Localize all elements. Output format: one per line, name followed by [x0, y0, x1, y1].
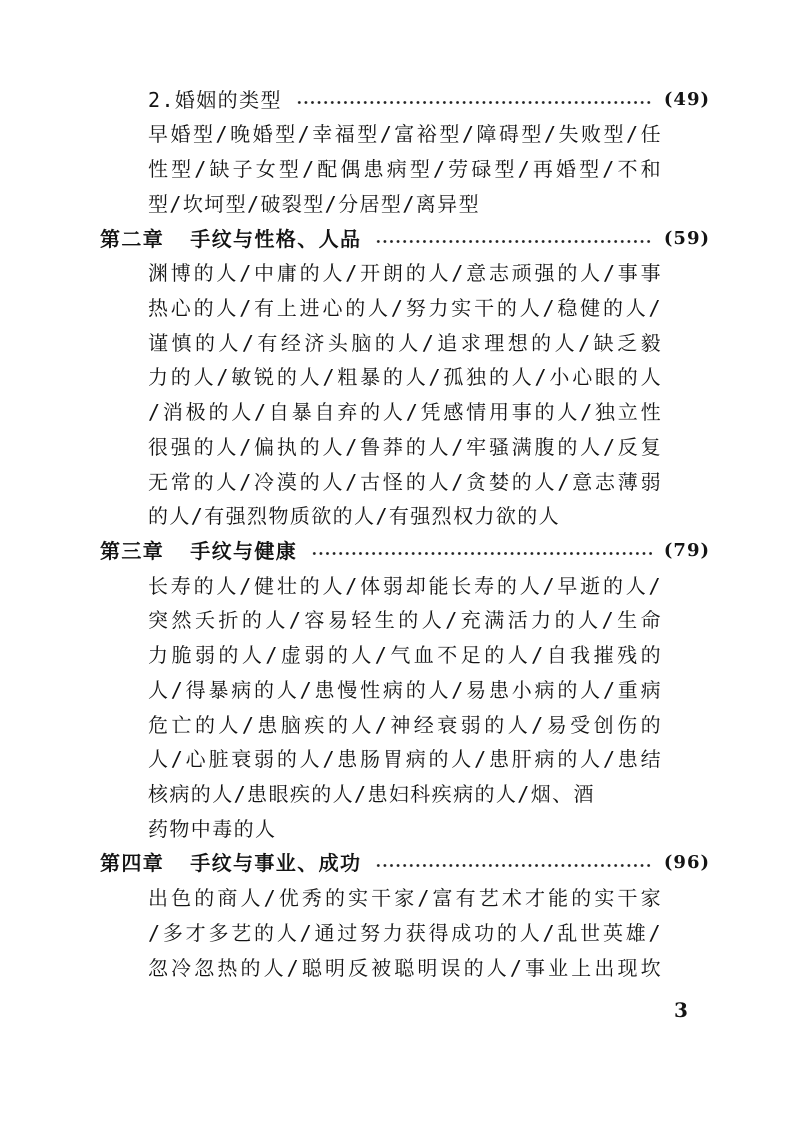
toc-entry-line: 药物中毒的人 — [148, 816, 277, 841]
toc-entry-line: 热心的人/有上进心的人/努力实干的人/稳健的人/ — [148, 295, 662, 320]
chapter-heading-3 — [100, 534, 710, 569]
toc-entry-line: /多才多艺的人/通过努力获得成功的人/乱世英雄/ — [148, 920, 662, 945]
toc-entry-line: 出色的商人/优秀的实干家/富有艺术才能的实干家 — [148, 886, 662, 911]
table-of-contents — [0, 83, 795, 986]
section-title: 2.婚姻的类型 — [148, 87, 282, 112]
toc-entry-line: 危亡的人/患脑疾的人/神经衰弱的人/易受创伤的 — [148, 712, 662, 737]
toc-entry-line: 长寿的人/健壮的人/体弱却能长寿的人/早逝的人/ — [148, 573, 662, 598]
toc-entry-line: 人/心脏衰弱的人/患肠胃病的人/患肝病的人/患结 — [148, 747, 662, 772]
toc-entry-line: 无常的人/冷漠的人/古怪的人/贪婪的人/意志薄弱 — [148, 469, 662, 494]
page-ref: (59) — [663, 227, 710, 249]
toc-entry-line: 核病的人/患眼疾的人/患妇科疾病的人/烟、酒 — [148, 782, 595, 806]
chapter-number: 第二章 — [100, 226, 165, 251]
chapter-title: 手纹与性格、人品 — [190, 226, 362, 251]
toc-entry-line: 性型/缺子女型/配偶患病型/劳碌型/再婚型/不和 — [148, 157, 662, 182]
toc-entry-line: 早婚型/晚婚型/幸福型/富裕型/障碍型/失败型/任 — [148, 122, 662, 147]
toc-entry-line: /消极的人/自暴自弃的人/凭感情用事的人/独立性 — [148, 400, 662, 425]
toc-entry-line: 忽冷忽热的人/聪明反被聪明误的人/事业上出现坎 — [148, 955, 662, 980]
page-ref: (79) — [663, 539, 710, 561]
toc-entry-line: 型/坎坷型/破裂型/分居型/离异型 — [148, 191, 480, 216]
chapter-number: 第四章 — [100, 851, 165, 876]
section-heading-marriage-types — [148, 83, 710, 118]
dot-leader — [296, 83, 652, 118]
chapter-title: 手纹与健康 — [190, 538, 298, 563]
page-ref: (49) — [663, 88, 710, 110]
toc-entry-line: 谨慎的人/有经济头脑的人/追求理想的人/缺乏毅 — [148, 330, 662, 355]
chapter-heading-4 — [100, 846, 710, 881]
toc-entry-line: 人/得暴病的人/患慢性病的人/易患小病的人/重病 — [148, 677, 662, 702]
toc-entry-line: 突然夭折的人/容易轻生的人/充满活力的人/生命 — [148, 608, 662, 633]
toc-entry-line: 力脆弱的人/虚弱的人/气血不足的人/自我摧残的 — [148, 643, 662, 668]
dot-leader — [311, 534, 652, 569]
dot-leader — [375, 222, 652, 257]
chapter-title: 手纹与事业、成功 — [190, 851, 362, 876]
toc-entry-line: 力的人/敏锐的人/粗暴的人/孤独的人/小心眼的人 — [148, 365, 662, 390]
page-number: 3 — [674, 998, 688, 1022]
toc-entry-line: 的人/有强烈物质欲的人/有强烈权力欲的人 — [148, 504, 561, 529]
page-ref: (96) — [663, 852, 710, 874]
toc-entry-line: 渊博的人/中庸的人/开朗的人/意志顽强的人/事事 — [148, 261, 662, 286]
toc-entry-line: 很强的人/偏执的人/鲁莽的人/牢骚满腹的人/反复 — [148, 434, 662, 459]
chapter-heading-2 — [100, 222, 710, 257]
dot-leader — [375, 846, 652, 881]
chapter-number: 第三章 — [100, 538, 165, 563]
